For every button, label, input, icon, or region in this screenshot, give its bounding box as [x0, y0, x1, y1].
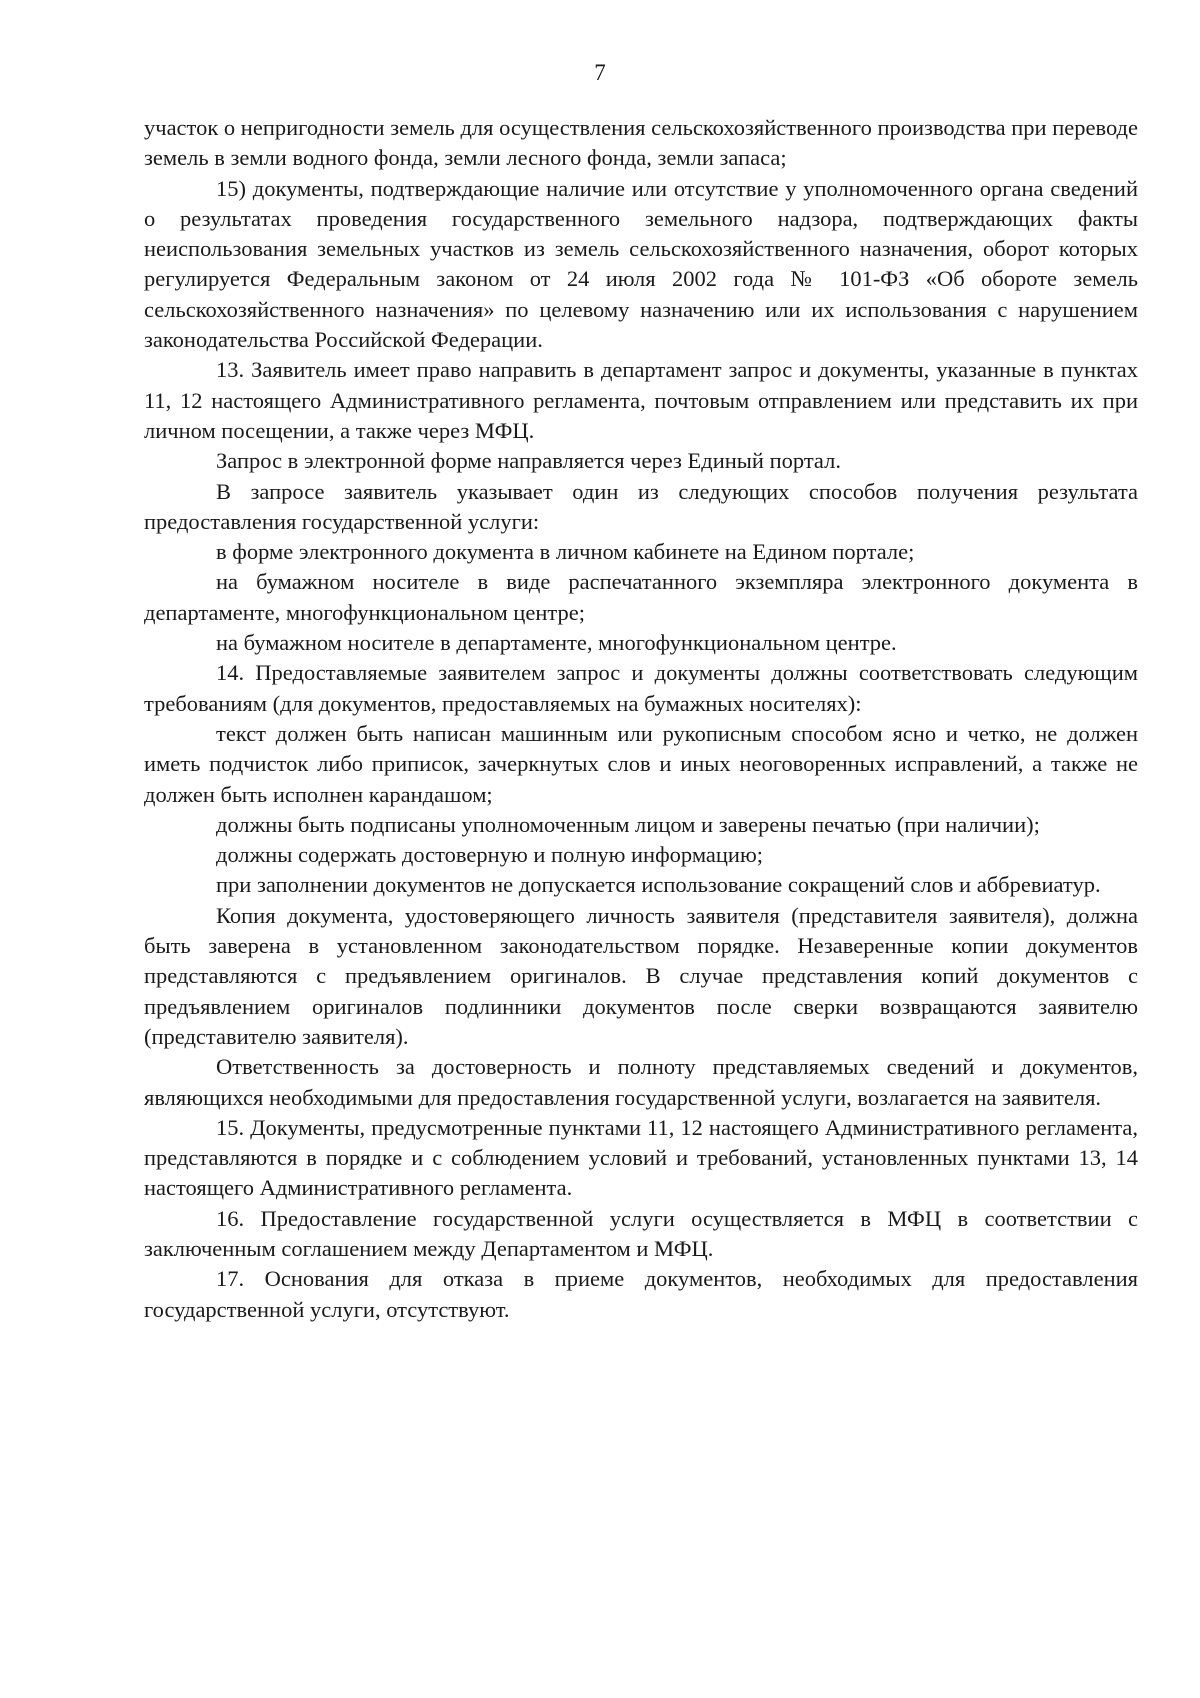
document-body: [144, 113, 1138, 1325]
page-number: 7: [594, 60, 606, 85]
paragraph: 17. Основания для отказа в приеме документов, необходимых для предоставления государственной услуги, отсутствуют.: [144, 1266, 1138, 1322]
paragraph: на бумажном носителе в виде распечатанного экземпляра электронного документа в департаменте, многофункциональном центре;: [144, 569, 1138, 625]
paragraph: Копия документа, удостоверяющего личность заявителя (представителя заявителя), должна быть заверена в установленном законодательством порядке. Незаверенные копии документов представляются с предъявлением оригиналов. В случае представления копий документов с предъявлением оригиналов подлинники документов после сверки возвращаются заявителю (представителю заявителя).: [144, 902, 1138, 1049]
paragraph: в форме электронного документа в личном кабинете на Едином портале;: [216, 539, 915, 565]
paragraph: 14. Предоставляемые заявителем запрос и документы должны соответствовать следующим требованиям (для документов, предоставляемых на бумажных носителях):: [144, 660, 1138, 716]
paragraph: должны быть подписаны уполномоченным лицом и заверены печатью (при наличии);: [216, 811, 1040, 837]
paragraph: участок о непригодности земель для осуществления сельскохозяйственного производства при переводе земель в земли водного фонда, земли лесного фонда, земли запаса;: [144, 115, 1138, 171]
paragraph: В запросе заявитель указывает один из следующих способов получения результата предоставления государственной услуги:: [144, 478, 1138, 534]
paragraph: 15) документы, подтверждающие наличие или отсутствие у уполномоченного органа сведений о результатах проведения государственного земельного надзора, подтверждающих факты неиспользования земельных участков из земель сельскохозяйственного назначения, оборот которых регулируется Федеральным законом от 24 июля 2002 года № 101-ФЗ «Об обороте земель сельскохозяйственного назначения» по целевому назначению или их использования с нарушением законодательства Российской Федерации.: [144, 175, 1138, 353]
paragraph: Ответственность за достоверность и полноту представляемых сведений и документов, являющихся необходимыми для предоставления государственной услуги, возлагается на заявителя.: [144, 1054, 1138, 1110]
paragraph: Запрос в электронной форме направляется через Единый портал.: [216, 448, 841, 474]
paragraph: должны содержать достоверную и полную информацию;: [216, 842, 764, 868]
paragraph: при заполнении документов не допускается использование сокращений слов и аббревиатур.: [216, 872, 1101, 898]
paragraph: на бумажном носителе в департаменте, многофункциональном центре.: [216, 630, 897, 656]
paragraph: 16. Предоставление государственной услуги осуществляется в МФЦ в соответствии с заключенным соглашением между Департаментом и МФЦ.: [144, 1205, 1138, 1261]
paragraph: 13. Заявитель имеет право направить в департамент запрос и документы, указанные в пунктах 11, 12 настоящего Административного регламента, почтовым отправлением или представить их при личном посещении, а также через МФЦ.: [144, 357, 1138, 443]
paragraph: текст должен быть написан машинным или рукописным способом ясно и четко, не должен иметь подчисток либо приписок, зачеркнутых слов и иных неоговоренных исправлений, а также не должен быть исполнен карандашом;: [144, 720, 1138, 807]
paragraph: 15. Документы, предусмотренные пунктами 11, 12 настоящего Административного регламента, представляются в порядке и с соблюдением условий и требований, установленных пунктами 13, 14 настоящего Административного регламента.: [144, 1114, 1138, 1201]
